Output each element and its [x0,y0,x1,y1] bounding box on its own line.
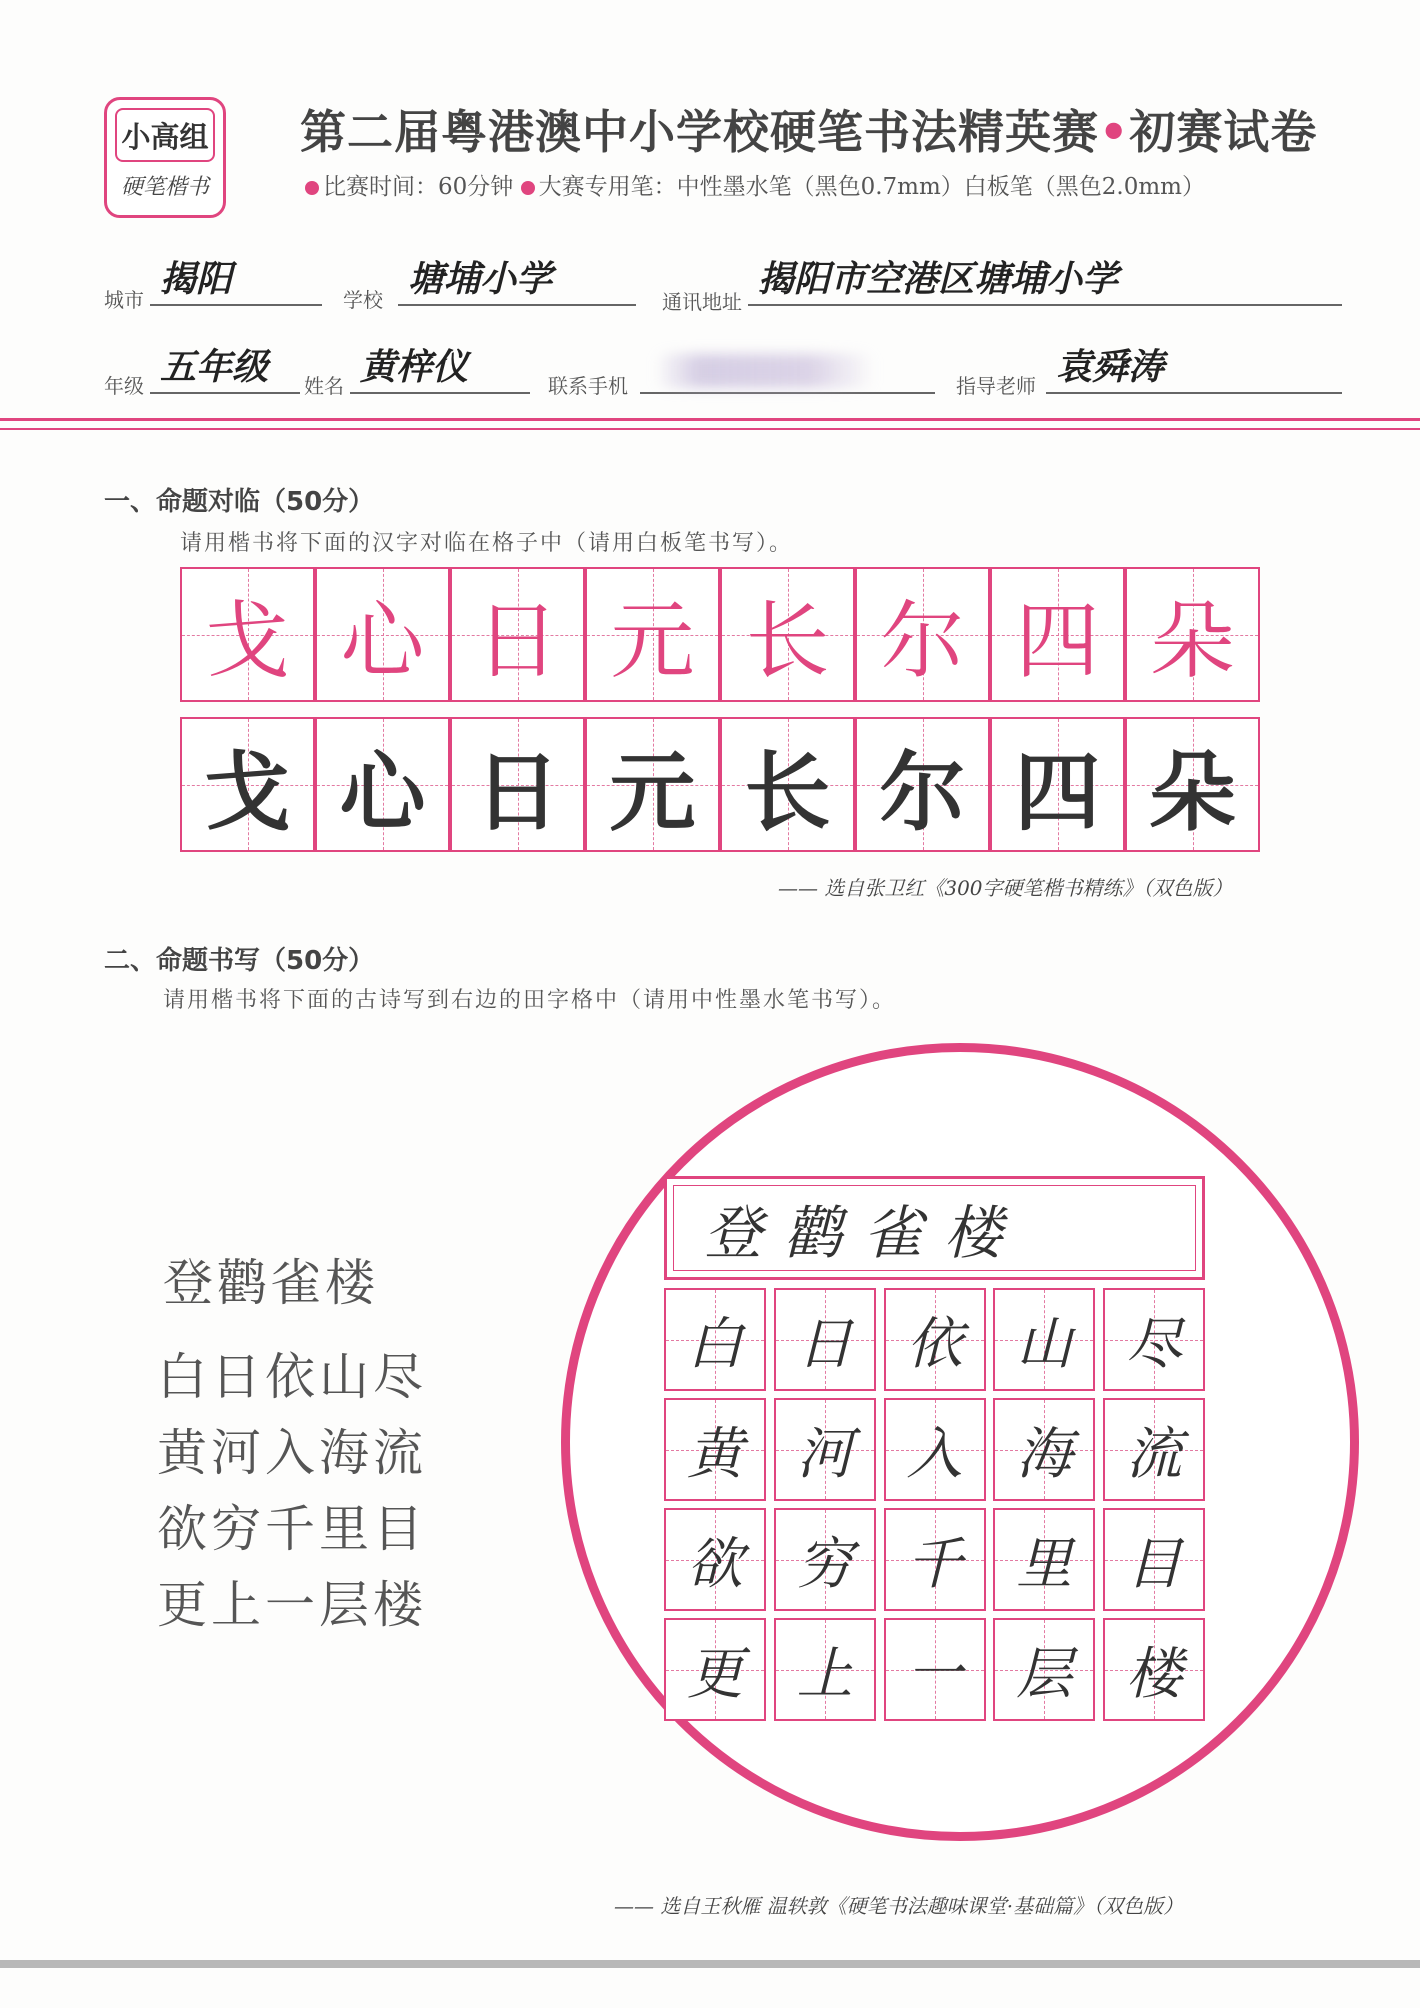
written-char: 里 [1016,1531,1073,1597]
written-char: 入 [906,1421,963,1487]
section2-heading: 二、命题书写（50分） [104,946,375,976]
grid-cell [585,567,720,702]
written-char: 流 [1126,1421,1182,1487]
written-char: 欲 [687,1531,743,1597]
school-label: 学校 [343,288,383,312]
grid-row [664,1288,1205,1391]
grid-cell[interactable] [1125,717,1260,852]
written-char: 河 [796,1421,853,1487]
grid-cell[interactable] [774,1618,876,1721]
model-char: 朵 [1150,592,1235,690]
page-title [300,96,1360,162]
grid-row [664,1508,1205,1611]
grid-cell[interactable] [884,1508,986,1611]
model-char-grid [180,567,1260,702]
written-char: 海 [1016,1421,1073,1487]
address-label: 通讯地址 [662,290,742,314]
written-char: 黄 [687,1421,743,1487]
address-field[interactable]: 揭阳市空港区塘埔小学 [748,256,1342,306]
name-field[interactable]: 黄梓仪 [350,344,530,394]
written-char: 上 [796,1641,853,1707]
grid-cell[interactable] [774,1508,876,1611]
grid-cell[interactable] [1103,1508,1205,1611]
grid-cell[interactable] [1103,1618,1205,1721]
grid-cell [855,567,990,702]
pen-requirement: 大赛专用笔：中性墨水笔（黑色0.7mm）白板笔（黑色2.0mm） [538,174,1205,200]
section1-instruction: 请用楷书将下面的汉字对临在格子中（请用白板笔书写）。 [180,531,794,556]
written-char: 层 [1016,1641,1073,1707]
poem-title: 登鹳雀楼 [163,1254,379,1312]
grid-cell[interactable] [664,1508,766,1611]
written-char: 山 [1016,1311,1073,1377]
grid-cell[interactable] [993,1618,1095,1721]
written-char: 目 [1126,1531,1182,1597]
model-char: 长 [745,592,830,690]
grid-cell[interactable] [180,717,315,852]
grid-cell[interactable] [993,1288,1095,1391]
badge-style-label: 硬笔楷书 [120,174,209,200]
model-char: 尔 [880,592,965,690]
poem-writing-grid [664,1288,1205,1728]
grid-cell [990,567,1125,702]
school-field[interactable]: 塘埔小学 [398,256,636,306]
grid-cell[interactable] [664,1288,766,1391]
section1-heading: 一、命题对临（50分） [104,487,375,517]
title-main: 第二届粤港澳中小学校硬笔书法精英赛 [300,105,1099,159]
grid-cell [180,567,315,702]
grid-cell [315,567,450,702]
written-char: 穷 [796,1531,853,1597]
title-dot: • [1099,105,1130,159]
grid-cell[interactable] [774,1398,876,1501]
written-char: 楼 [1126,1641,1182,1707]
written-char: 依 [906,1311,963,1377]
model-char: 心 [340,592,425,690]
grid-cell[interactable] [855,717,990,852]
grid-row [664,1618,1205,1721]
grid-cell [720,567,855,702]
written-char: 长 [744,742,831,843]
name-label: 姓名 [304,374,344,398]
written-char: 朵 [1149,742,1236,843]
written-char: 白 [687,1311,743,1377]
bullet-icon [305,181,319,195]
grid-cell[interactable] [993,1398,1095,1501]
title-tail: 初赛试卷 [1129,105,1318,159]
poem-line: 黄河入海流 [157,1424,427,1482]
bottom-edge [0,1960,1420,1968]
poem-line: 白日依山尽 [157,1348,427,1406]
poem-line: 欲穷千里目 [157,1500,427,1558]
grid-cell[interactable] [993,1508,1095,1611]
grid-row [664,1398,1205,1501]
header-divider-thin [0,428,1420,430]
model-char: 四 [1015,592,1100,690]
grid-cell [450,567,585,702]
teacher-field[interactable]: 袁舜涛 [1046,344,1342,394]
written-char: 尔 [879,742,966,843]
grid-cell[interactable] [664,1398,766,1501]
grade-field[interactable]: 五年级 [150,344,300,394]
written-char: 四 [1014,742,1101,843]
written-char-grid [180,717,1260,852]
grid-cell[interactable] [884,1398,986,1501]
written-char: 一 [906,1641,963,1707]
poem-line: 更上一层楼 [157,1576,427,1634]
group-badge [104,97,226,218]
redacted-phone [655,354,875,388]
model-char: 日 [475,592,560,690]
written-char: 元 [609,742,696,843]
grid-cell[interactable] [884,1618,986,1721]
section2-citation: —— 选自王秋雁 温轶敦《硬笔书法趣味课堂·基础篇》（双色版） [614,1894,1184,1918]
bullet-icon [521,181,535,195]
grid-cell[interactable] [315,717,450,852]
time-limit: 比赛时间：60分钟 [323,174,514,200]
teacher-label: 指导老师 [956,374,1036,398]
written-char: 日 [796,1311,853,1377]
badge-group-label: 小高组 [115,108,215,162]
written-title-box[interactable] [664,1176,1205,1280]
section2-instruction: 请用楷书将下面的古诗写到右边的田字格中（请用中性墨水笔书写）。 [163,988,897,1013]
written-char: 心 [339,742,426,843]
city-label: 城市 [104,288,144,312]
grid-cell [1125,567,1260,702]
grade-label: 年级 [104,374,144,398]
written-char: 日 [474,742,561,843]
grid-cell[interactable] [1103,1288,1205,1391]
exam-subtitle [305,168,1365,201]
written-char: 尽 [1126,1311,1182,1377]
city-field[interactable]: 揭阳 [150,256,322,306]
grid-cell[interactable] [585,717,720,852]
written-char: 更 [687,1641,743,1707]
grid-cell[interactable] [450,717,585,852]
grid-cell[interactable] [990,717,1125,852]
grid-cell[interactable] [1103,1398,1205,1501]
written-title: 登鹳雀楼 [673,1185,1196,1271]
model-char: 元 [610,592,695,690]
grid-cell[interactable] [884,1288,986,1391]
header-divider [0,418,1420,421]
written-char: 戈 [204,742,291,843]
written-char: 千 [906,1531,963,1597]
model-char: 戈 [205,592,290,690]
section1-citation: —— 选自张卫红《300字硬笔楷书精练》（双色版） [778,876,1233,900]
grid-cell[interactable] [664,1618,766,1721]
grid-cell[interactable] [774,1288,876,1391]
phone-label: 联系手机 [548,374,628,398]
grid-cell[interactable] [720,717,855,852]
